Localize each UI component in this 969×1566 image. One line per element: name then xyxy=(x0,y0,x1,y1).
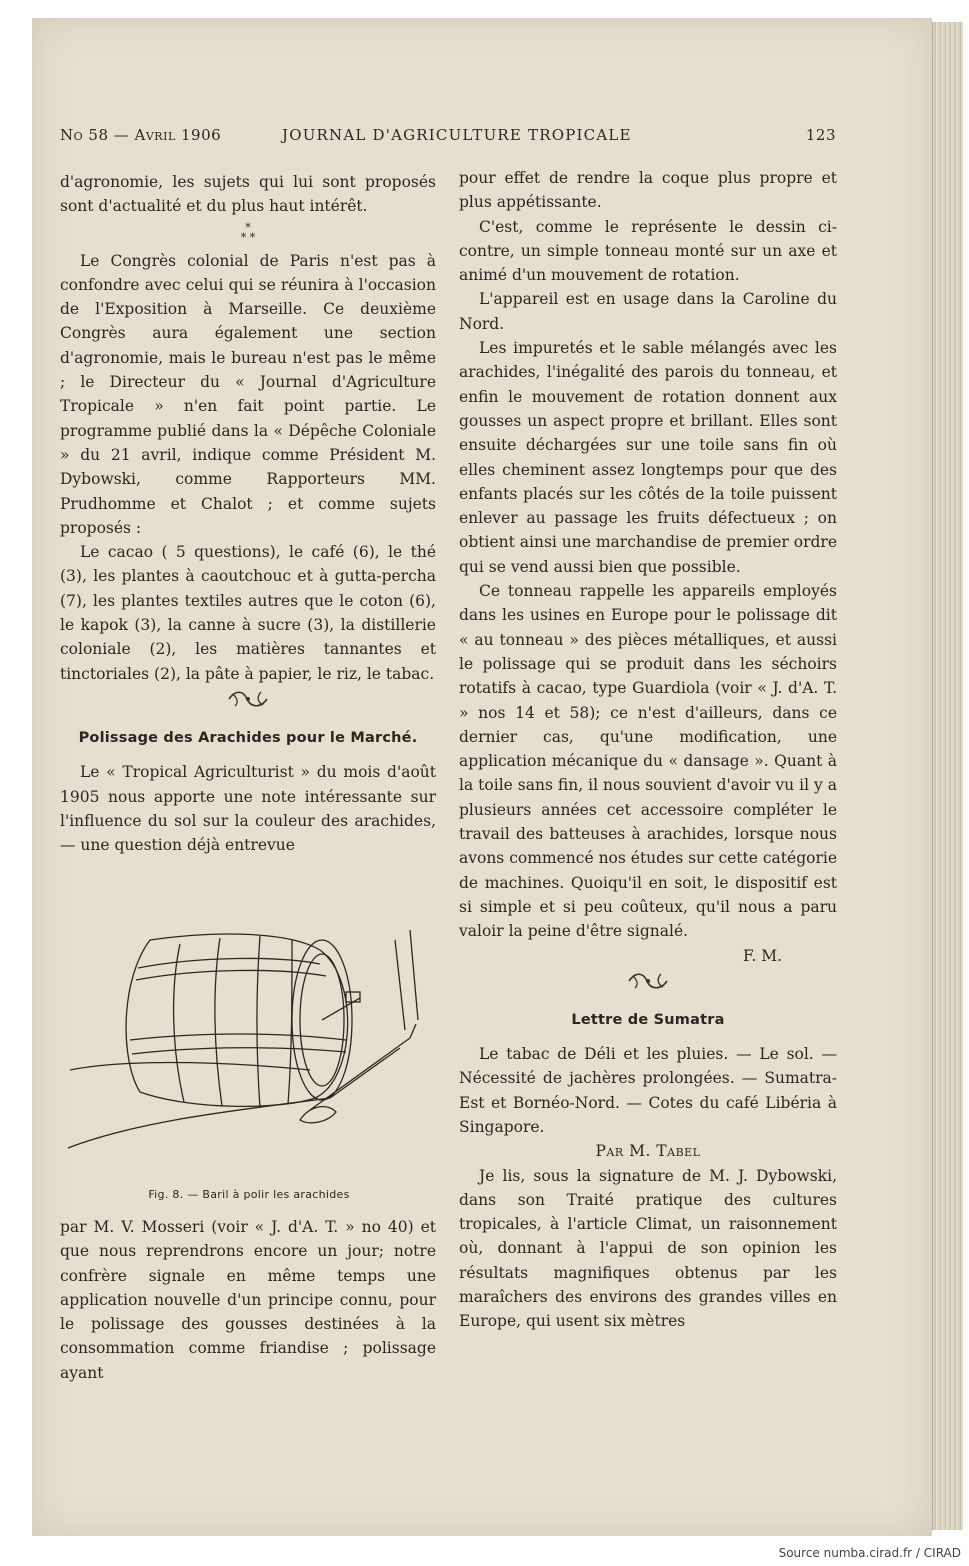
paragraph: pour effet de rendre la coque plus propre et plus appétissante. xyxy=(459,169,837,212)
figure-caption: Fig. 8. — Baril à polir les arachides xyxy=(148,1188,350,1201)
left-column-continued xyxy=(60,1215,436,1385)
paragraph: Le cacao ( 5 questions), le café (6), le thé (3), les plantes à caoutchouc et à gutta-percha (7), les plantes textiles autres que le coton (6), le kapok (3), la canne à sucre (3), la distillerie coloniale (2), les matières tannantes et tinctoriales (2), la pâte à papier, le riz, le tabac. xyxy=(60,543,436,683)
running-header xyxy=(60,126,836,148)
issue-label: No 58 — Avril 1906 xyxy=(60,126,222,144)
page-edge-stack xyxy=(932,22,963,1530)
paragraph: C'est, comme le représente le dessin ci-contre, un simple tonneau monté sur un axe et animé d'un mouvement de rotation. xyxy=(459,217,837,285)
paragraph: Ce tonneau rappelle les appareils employés dans les usines en Europe pour le polissage dit « au tonneau » des pièces métalliques, et aussi le polissage qui se produit dans les séchoirs rotatifs à cacao, type Guardiola (voir « J. d'A. T. » nos 14 et 58); ce n'est d'ailleurs, dans ce dernier cas, qu'une modification, une application mécanique du « dansage ». Quant à la toile sans fin, il nous souvient d'avoir vu il y a plusieurs années cet accessoire compléter le travail des batteuses à arachides, lorsque nous avons commencé nos études sur cette catégorie de machines. Quoiqu'il en soit, le dispositif est si simple et si peu coûteux, qu'il nous a paru valoir la peine d'être signalé. xyxy=(459,582,837,941)
paragraph: L'appareil est en usage dans la Caroline du Nord. xyxy=(459,290,837,333)
section-divider-stars xyxy=(60,219,436,249)
fleuron-ornament-icon xyxy=(459,968,837,996)
paragraph: d'agronomie, les sujets qui lui sont proposés sont d'actualité et du plus haut intérêt. xyxy=(60,173,436,216)
stars-top: * xyxy=(245,220,251,234)
section-title: Lettre de Sumatra xyxy=(571,1011,725,1028)
section-title: Polissage des Arachides pour le Marché. xyxy=(78,729,418,746)
author-signature: F. M. xyxy=(743,946,782,965)
barrel-illustration xyxy=(60,920,438,1180)
journal-title: JOURNAL D'AGRICULTURE TROPICALE xyxy=(282,126,632,144)
source-credit: Source numba.cirad.fr / CIRAD xyxy=(778,1546,961,1560)
fleuron-ornament-icon xyxy=(60,686,436,714)
paragraph: Les impuretés et le sable mélangés avec les arachides, l'inégalité des parois du tonneau, et enfin le mouvement de rotation donnent aux gousses un aspect propre et brillant. Elles sont ensuite déchargées sur une toile sans fin où elles cheminent assez longtemps pour que des enfants placés sur les côtés de la toile puissent enlever au passage les fruits défectueux ; on obtient ainsi une marchandise de premier ordre qui se vend aussi bien que possible. xyxy=(459,339,837,576)
barrel-drawing-icon xyxy=(60,920,438,1180)
paragraph: par M. V. Mosseri (voir « J. d'A. T. » no 40) et que nous reprendrons encore un jour; notre confrère signale en même temps une application nouvelle d'un principe connu, pour le polissage des gousses destinées à la consommation comme friandise ; polissage ayant xyxy=(60,1218,436,1382)
left-column xyxy=(60,170,436,857)
paragraph: Le « Tropical Agriculturist » du mois d'août 1905 nous apporte une note intéressante sur l'influence du sol sur la couleur des arachides, — une question déjà entrevue xyxy=(60,763,436,855)
right-column xyxy=(459,166,837,1334)
paragraph: Je lis, sous la signature de M. J. Dybowski, dans son Traité pratique des cultures tropicales, à l'article Climat, un raisonnement où, donnant à l'appui de son opinion les résultats magnifiques obtenus par les maraîchers des environs des grandes villes en Europe, qui usent six mètres xyxy=(459,1166,837,1331)
byline: Par M. Tabel xyxy=(595,1142,701,1161)
article-summary: Le tabac de Déli et les pluies. — Le sol. — Nécessité de jachères prolongées. — Sumatra-Est et Bornéo-Nord. — Cotes du café Libéria à Singapore. xyxy=(459,1045,837,1136)
stars-bottom: * * xyxy=(240,230,256,244)
page-number: 123 xyxy=(805,126,836,144)
paragraph: Le Congrès colonial de Paris n'est pas à confondre avec celui qui se réunira à l'occasion de l'Exposition à Marseille. Ce deuxième Congrès aura également une section d'agronomie, mais le bureau n'est pas le même ; le Directeur du « Journal d'Agriculture Tropicale » n'en fait point partie. Le programme publié dans la « Dépêche Coloniale » du 21 avril, indique comme Président M. Dybowski, comme Rapporteurs MM. Prudhomme et Chalot ; et comme sujets proposés : xyxy=(60,251,436,537)
